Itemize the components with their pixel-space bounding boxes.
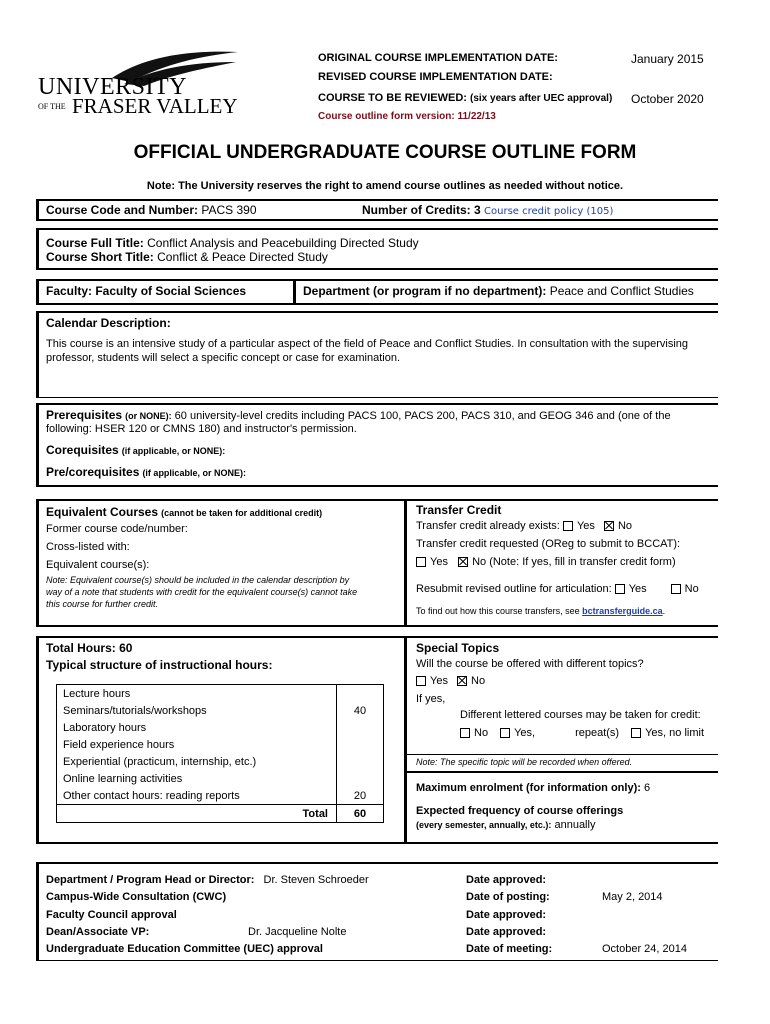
dean-name: Dr. Jacqueline Nolte [248, 926, 347, 938]
review-date-value: October 2020 [631, 92, 704, 106]
left-border [36, 228, 39, 268]
review-date [318, 92, 612, 104]
rule [36, 228, 718, 230]
logo-university: UNIVERSITY [38, 74, 187, 100]
original-date-value: January 2015 [631, 52, 704, 66]
date-posting-label: Date of posting: [466, 891, 550, 903]
review-date-note: (six years after UEC approval) [470, 92, 613, 104]
transfer-label: Transfer Credit [416, 503, 502, 517]
rule [36, 219, 718, 221]
transfer-requested-no-label: No (Note: If yes, fill in transfer credit form) [472, 556, 676, 568]
special-yes-label: Yes [430, 675, 448, 687]
transfer-exists-yes-label: Yes [576, 520, 595, 532]
hours-row-label: Laboratory hours [57, 719, 337, 736]
rule [36, 485, 718, 487]
special-no-label: No [471, 675, 486, 687]
hours-row-value[interactable] [337, 719, 384, 736]
frequency-value: annually [554, 819, 596, 831]
date-approved-1: Date approved: [466, 874, 547, 886]
table-row [57, 702, 384, 719]
equivalent-note-line2: way of a note that students with credit for the equivalent course(s) cannot take [46, 587, 358, 597]
dept-head-name: Dr. Steven Schroeder [263, 874, 369, 886]
department [303, 284, 694, 298]
coreq [46, 443, 225, 457]
frequency-label: Expected frequency of course offerings [416, 805, 624, 817]
logo-of-the: OF THE [38, 102, 66, 111]
transfer-exists-no-label: No [617, 520, 633, 532]
left-border [36, 403, 39, 485]
department-value: Peace and Conflict Studies [549, 284, 694, 298]
rule [36, 268, 718, 270]
rule [36, 311, 718, 313]
left-border [36, 499, 39, 625]
resubmit-label: Resubmit revised outline for articulation: [416, 583, 612, 595]
hours-row-value[interactable] [337, 736, 384, 753]
form-version: Course outline form version: 11/22/13 [318, 111, 496, 122]
short-title-value: Conflict & Peace Directed Study [157, 250, 328, 264]
resubmit-no-checkbox[interactable] [671, 584, 681, 594]
left-border [36, 279, 39, 303]
prereq-value2: following: HSER 120 or CMNS 180) and instructor's permission. [46, 423, 357, 435]
left-border [36, 862, 39, 960]
transfer-requested-options [416, 556, 676, 568]
rule [36, 499, 718, 501]
faculty: Faculty: Faculty of Social Sciences [46, 284, 247, 298]
calendar-label: Calendar Description: [46, 316, 171, 330]
rule [36, 303, 718, 305]
hours-table [56, 684, 384, 823]
table-row [57, 753, 384, 770]
amend-note: Note: The University reserves the right to amend course outlines as needed without notice. [146, 180, 624, 192]
lettered-no-label: No [474, 727, 489, 739]
table-row [57, 770, 384, 787]
date-meeting-label: Date of meeting: [466, 943, 553, 955]
hours-row-label: Experiential (practicum, internship, etc.) [57, 753, 337, 770]
dept-head-label: Department / Program Head or Director: [46, 874, 255, 886]
revised-date-label: REVISED COURSE IMPLEMENTATION DATE: [318, 71, 553, 83]
original-date-label: ORIGINAL COURSE IMPLEMENTATION DATE: [318, 52, 558, 64]
max-enrolment-value: 6 [643, 782, 651, 794]
frequency [416, 819, 595, 831]
special-no-checkbox[interactable] [457, 676, 467, 686]
course-code-value: PACS 390 [201, 203, 257, 217]
hours-row-value[interactable] [337, 685, 384, 703]
rule [36, 397, 718, 398]
date-approved-2: Date approved: [466, 909, 547, 921]
repeat-label: repeat(s) [575, 727, 620, 739]
resubmit-yes-checkbox[interactable] [615, 584, 625, 594]
department-label: Department (or program if no department): [303, 284, 547, 298]
hours-row-label: Other contact hours: reading reports [57, 787, 337, 805]
hours-row-label: Field experience hours [57, 736, 337, 753]
hours-total-label: Total [57, 805, 337, 823]
university-logo [38, 48, 248, 120]
table-row [57, 736, 384, 753]
transfer-exists-label: Transfer credit already exists: [416, 520, 560, 532]
review-date-label: COURSE TO BE REVIEWED: [318, 92, 467, 104]
full-title-value: Conflict Analysis and Peacebuilding Directed Study [147, 236, 419, 250]
equivalent-courses: Equivalent course(s): [46, 559, 150, 571]
lettered-no-checkbox[interactable] [460, 728, 470, 738]
logo-fraser-valley: FRASER VALLEY [72, 94, 238, 118]
rule [406, 771, 718, 773]
date-meeting-value: October 24, 2014 [602, 943, 688, 955]
table-row [57, 787, 384, 805]
precoreq-label: Pre/corequisites [46, 465, 140, 479]
rule [36, 636, 718, 638]
hours-row-value[interactable]: 40 [337, 702, 384, 719]
equivalent-note: (cannot be taken for additional credit) [161, 508, 323, 518]
transfer-exists-no-checkbox[interactable] [604, 521, 614, 531]
rule [406, 754, 718, 755]
transfer-requested-yes-label: Yes [430, 556, 448, 568]
lettered-yes-checkbox[interactable] [500, 728, 510, 738]
rule [36, 403, 718, 405]
resubmit-no-label: No [684, 583, 699, 595]
course-code [46, 203, 257, 217]
hours-row-label: Lecture hours [57, 685, 337, 703]
coreq-note: (if applicable, or NONE): [121, 446, 226, 456]
special-topic-note: Note: The specific topic will be recorded when offered. [416, 757, 633, 767]
max-enrolment [416, 782, 650, 794]
date-posting-value: May 2, 2014 [602, 891, 663, 903]
special-options [416, 675, 485, 687]
hours-row-label: Seminars/tutorials/workshops [57, 702, 337, 719]
transfer-requested-yes-checkbox[interactable] [416, 557, 426, 567]
prereq-value1: 60 university-level credits including PACS 100, PACS 200, PACS 310, and GEOG 346 and (one of the [174, 410, 671, 422]
coreq-label: Corequisites [46, 443, 119, 457]
special-topics-label: Special Topics [416, 641, 500, 655]
special-yes-checkbox[interactable] [416, 676, 426, 686]
divider [404, 636, 407, 842]
hours-row-label: Online learning activities [57, 770, 337, 787]
hours-row-value[interactable]: 20 [337, 787, 384, 805]
find-out [416, 606, 665, 616]
dept-head [46, 874, 369, 886]
transfer-exists-yes-checkbox[interactable] [563, 521, 573, 531]
rule [36, 279, 718, 281]
rule [36, 960, 718, 961]
date-approved-3: Date approved: [466, 926, 547, 938]
divider [293, 279, 296, 303]
calendar-line1: This course is an intensive study of a particular aspect of the field of Peace and Conflict Studies. In consultation with the supervising [46, 338, 689, 350]
prereq-note: (or NONE): [125, 411, 172, 421]
table-row [57, 685, 384, 703]
find-out-text: To find out how this course transfers, see [416, 606, 580, 616]
full-title-label: Course Full Title: [46, 236, 144, 250]
prereq-line1 [46, 408, 671, 422]
lettered-nolimit-label: Yes, no limit [645, 727, 705, 739]
left-border [36, 636, 39, 842]
calendar-line2: professor, students will select a specific concept or case for examination. [46, 352, 401, 364]
credits [362, 203, 613, 217]
hours-total-value: 60 [337, 805, 384, 823]
equivalent-note-line1: Note: Equivalent course(s) should be included in the calendar description by [46, 575, 350, 585]
page-title: OFFICIAL UNDERGRADUATE COURSE OUTLINE FORM [133, 142, 637, 163]
table-row [57, 719, 384, 736]
hours-row-value[interactable] [337, 770, 384, 787]
credit-policy-link[interactable]: Course credit policy (105) [484, 206, 614, 217]
lettered-nolimit-checkbox[interactable] [631, 728, 641, 738]
full-title [46, 236, 419, 250]
hours-row-value[interactable] [337, 753, 384, 770]
lettered-options [460, 727, 704, 739]
rule [36, 625, 718, 627]
equivalent-label: Equivalent Courses [46, 505, 159, 519]
cross-listed: Cross-listed with: [46, 541, 130, 553]
left-border [36, 199, 39, 219]
table-row [57, 805, 384, 823]
left-border [36, 311, 39, 397]
equivalent-note-line3: this course for further credit. [46, 599, 159, 609]
rule [36, 862, 718, 864]
short-title-label: Course Short Title: [46, 250, 154, 264]
transfer-exists [416, 520, 632, 532]
lettered-yes-label: Yes, [514, 727, 536, 739]
total-hours: Total Hours: 60 [46, 641, 133, 655]
rule [36, 199, 718, 201]
typical-structure: Typical structure of instructional hours: [46, 658, 273, 672]
short-title [46, 250, 328, 264]
dean-label: Dean/Associate VP: [46, 926, 150, 938]
if-yes: If yes, [416, 693, 446, 705]
resubmit [416, 583, 699, 595]
uec-approval: Undergraduate Education Committee (UEC) approval [46, 943, 323, 955]
frequency-note: (every semester, annually, etc.): [416, 820, 552, 830]
bctransferguide-link[interactable]: bctransferguide.ca [582, 606, 663, 616]
equivalent-heading [46, 505, 322, 519]
transfer-requested: Transfer credit requested (OReg to submit to BCCAT): [416, 538, 681, 550]
faculty-council: Faculty Council approval [46, 909, 177, 921]
special-question: Will the course be offered with different topics? [416, 658, 644, 670]
credits-label: Number of Credits: 3 [362, 203, 481, 217]
find-out-period: . [662, 606, 666, 616]
cwc: Campus-Wide Consultation (CWC) [46, 891, 227, 903]
resubmit-yes-label: Yes [628, 583, 647, 595]
former-code: Former course code/number: [46, 523, 188, 535]
lettered-courses: Different lettered courses may be taken for credit: [460, 709, 701, 721]
max-enrolment-label: Maximum enrolment (for information only): [416, 782, 641, 794]
precoreq-note: (if applicable, or NONE): [142, 468, 246, 478]
precoreq [46, 465, 246, 479]
transfer-requested-no-checkbox[interactable] [458, 557, 468, 567]
prereq-label: Prerequisites [46, 408, 123, 422]
rule [36, 842, 718, 844]
course-code-label: Course Code and Number: [46, 203, 199, 217]
divider [404, 499, 407, 625]
